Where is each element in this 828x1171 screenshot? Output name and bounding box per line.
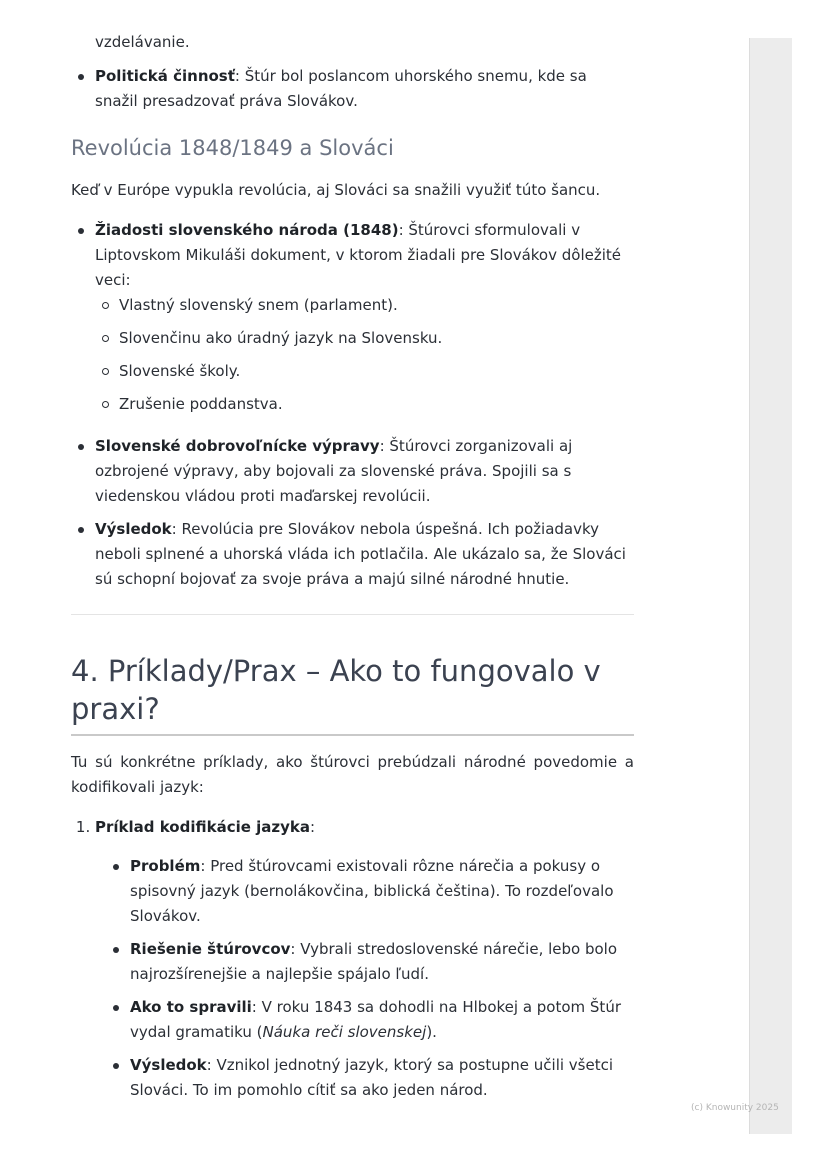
heading-underline [71, 734, 634, 736]
sub-list-item: Slovenské školy. [95, 359, 634, 384]
list-item: Výsledok: Vznikol jednotný jazyk, ktorý sa postupne učili všetci Slováci. To im pomohlo cítiť sa ako jeden národ. [106, 1053, 634, 1103]
list-item: Riešenie štúrovcov: Vybrali stredoslovenské nárečie, lebo bolo najrozšírenejšie a najlepšie spájalo ľudí. [106, 937, 634, 987]
section4-intro: Tu sú konkrétne príklady, ako štúrovci prebúdzali národné povedomie a kodifikovali jazyk: [71, 753, 634, 796]
section-divider [71, 614, 634, 615]
list-item: Problém: Pred štúrovcami existovali rôzne nárečia a pokusy o spisovný jazyk (bernolákovčina, biblická čeština). To rozdeľovalo Slovákov. [106, 854, 634, 929]
list-item: Žiadosti slovenského národa (1848): Štúrovci sformulovali v Liptovskom Mikuláši dokument, v ktorom žiadali pre Slovákov dôležité veci: Vlastný slovenský snem (parlament). Slovenčinu ako úradný jazyk na Slovensku. Slovenské školy. Zrušenie poddanstva. [71, 218, 634, 417]
revolucia-list [71, 218, 634, 592]
sub-list-item: Slovenčinu ako úradný jazyk na Slovensku. [95, 326, 634, 351]
revolucia-intro: Keď v Európe vypukla revolúcia, aj Slováci sa snažili využiť túto šancu. [71, 181, 601, 199]
sub-list-item: Zrušenie poddanstva. [95, 392, 634, 417]
section-heading-revolucia: Revolúcia 1848/1849 a Slováci [71, 136, 394, 160]
list-item: Výsledok: Revolúcia pre Slovákov nebola úspešná. Ich požiadavky neboli splnené a uhorská vláda ich potlačila. Ale ukázalo sa, že Slováci sú schopní bojovať za svoje práva a majú silné národné hnutie. [71, 517, 634, 592]
continuation-text: vzdelávanie. [95, 33, 190, 51]
list-item: Politická činnosť: Štúr bol poslancom uhorského snemu, kde sa snažil presadzovať práva Slovákov. [71, 64, 634, 114]
example-item: 1. Príklad kodifikácie jazyka: Problém: Pred štúrovcami existovali rôzne nárečia a pokusy o spisovný jazyk (bernolákovčina, biblická čeština). To rozdeľovalo Slovákov. Riešenie štúrovcov: Vybrali stredoslovenské nárečie, lebo bolo najrozšírenejšie a najlepšie spájalo ľudí. Ako to spravili: V roku 1843 sa dohodli na Hlbokej a potom Štúr vydal gramatiku (Náuka reči slovenskej). Výsledok: Vznikol jednotný jazyk, ktorý sa postupne učili všetci Slováci. To im pomohlo cítiť sa ako jeden národ. [95, 815, 634, 1103]
example-details-list [106, 854, 634, 1103]
examples-list [71, 815, 634, 1103]
demands-sublist [95, 293, 634, 417]
list-item: Slovenské dobrovoľnícke výpravy: Štúrovci zorganizovali aj ozbrojené výpravy, aby bojovali za slovenské práva. Spojili sa s viedenskou vládou proti maďarskej revolúcii. [71, 434, 634, 509]
list-item: Ako to spravili: V roku 1843 sa dohodli na Hlbokej a potom Štúr vydal gramatiku (Náuka reči slovenskej). [106, 995, 634, 1045]
politics-list [71, 64, 634, 114]
section-heading-4: 4. Príklady/Prax – Ako to fungovalo v praxi? [71, 654, 601, 726]
page-sidebar-strip [749, 38, 792, 1134]
document-content [71, 30, 634, 1103]
sub-list-item: Vlastný slovenský snem (parlament). [95, 293, 634, 318]
copyright-footer: (c) Knowunity 2025 [691, 1103, 779, 1113]
